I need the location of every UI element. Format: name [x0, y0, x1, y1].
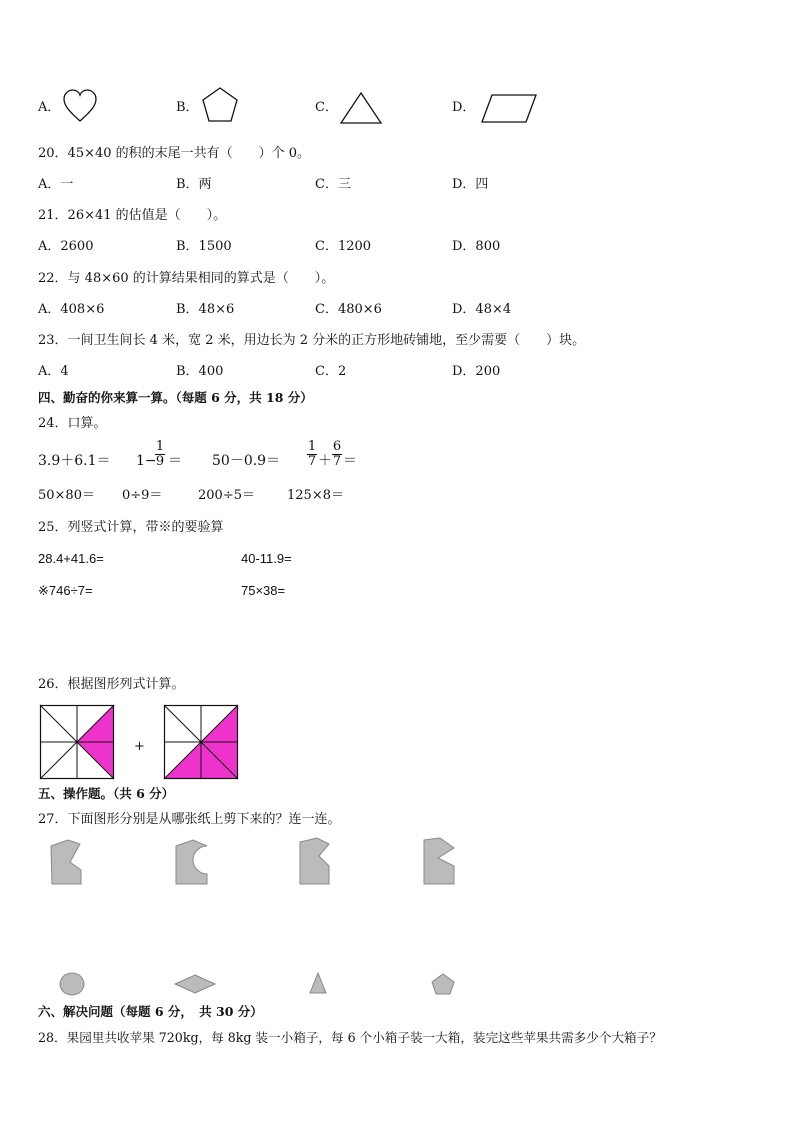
section-4-heading: 四、勤奋的你来算一算。（每题 6 分，共 18 分） — [38, 390, 313, 405]
q26-stem: 26．根据图形列式计算。 — [38, 677, 185, 692]
paper-cutout-1-icon — [48, 838, 84, 886]
q24-row2-expr-2: 0÷9＝ — [122, 488, 163, 503]
heart-outline-icon — [62, 88, 98, 124]
fraction-numerator: 1 — [307, 439, 317, 454]
q21-option-b: B．1500 — [176, 239, 232, 254]
circle-cutout-icon — [58, 971, 86, 997]
fraction-denominator: 7 — [332, 454, 342, 469]
section-5-heading: 五、操作题。（共 6 分） — [38, 786, 175, 801]
q24-expr-2-equals: ＝ — [168, 453, 182, 469]
q24-expr-2-whole: 1− — [136, 453, 157, 469]
q24-expr-4-fraction-1 — [307, 440, 317, 469]
q24-row2-expr-4: 125×8＝ — [287, 488, 344, 503]
paper-cutout-3-icon — [297, 836, 333, 886]
parallelogram-outline-icon — [480, 94, 538, 124]
q24-stem: 24．口算。 — [38, 416, 107, 431]
q21-option-a: A．2600 — [38, 239, 94, 254]
q22-option-c: C．480×6 — [315, 302, 382, 317]
q28-stem: 28．果园里共收苹果 720kg，每 8kg 装一小箱子，每 6 个小箱子装一大箱，装完这些苹果共需多少个大箱子？ — [38, 1030, 662, 1045]
q24-expr-2-fraction — [155, 440, 165, 469]
triangle-outline-icon — [340, 92, 382, 124]
fraction-square-figure-2 — [164, 705, 238, 779]
fraction-numerator: 1 — [155, 439, 165, 454]
q20-option-c: C．三 — [315, 177, 351, 192]
q27-stem: 27．下面图形分别是从哪张纸上剪下来的？连一连。 — [38, 812, 341, 827]
q25-item-2: 40-11.9= — [241, 551, 292, 566]
q25-item-3: ※746÷7= — [38, 583, 93, 598]
q21-option-c: C．1200 — [315, 239, 372, 254]
q19-option-a-label: A． — [38, 100, 61, 115]
q23-option-a: A．4 — [38, 364, 69, 379]
q25-item-4: 75×38= — [241, 583, 286, 598]
fraction-denominator: 9 — [155, 454, 165, 469]
q25-item-1: 28.4+41.6= — [38, 551, 104, 566]
q19-option-c-label: C． — [315, 100, 338, 115]
q23-stem: 23．一间卫生间长 4 米，宽 2 米，用边长为 2 分米的正方形地砖铺地，至少需要（ ）块。 — [38, 333, 586, 348]
q24-expr-3: 50－0.9＝ — [212, 453, 281, 469]
q19-option-d-label: D． — [452, 100, 476, 115]
pentagon-cutout-icon — [431, 973, 455, 995]
paper-cutout-2-icon — [173, 838, 213, 886]
q24-expr-4-plus: ＋ — [318, 453, 332, 469]
q19-option-b-label: B． — [176, 100, 199, 115]
q20-option-a: A．一 — [38, 177, 74, 192]
pentagon-outline-icon — [201, 87, 239, 123]
q22-option-b: B．48×6 — [176, 302, 235, 317]
q24-expr-1: 3.9＋6.1＝ — [38, 453, 111, 469]
q22-option-d: D．48×4 — [452, 302, 512, 317]
fraction-numerator: 6 — [332, 439, 342, 454]
q20-stem: 20．45×40 的积的末尾一共有（ ）个 0。 — [38, 146, 311, 161]
q24-row2-expr-3: 200÷5＝ — [198, 488, 255, 503]
q20-option-b: B．两 — [176, 177, 212, 192]
q24-expr-4-fraction-2 — [332, 440, 342, 469]
q24-row2-expr-1: 50×80＝ — [38, 488, 95, 503]
q23-option-c: C．2 — [315, 364, 347, 379]
paper-cutout-4-icon — [420, 836, 458, 886]
fraction-denominator: 7 — [307, 454, 317, 469]
fraction-square-figure-1 — [40, 705, 114, 779]
q24-expr-4-equals: ＝ — [343, 453, 357, 469]
section-6-heading: 六、解决问题（每题 6 分， 共 30 分） — [38, 1004, 263, 1019]
q21-option-d: D．800 — [452, 239, 501, 254]
q23-option-b: B．400 — [176, 364, 224, 379]
q21-stem: 21．26×41 的估值是（ ）。 — [38, 208, 227, 223]
q22-stem: 22．与 48×60 的计算结果相同的算式是（ ）。 — [38, 271, 335, 286]
q22-option-a: A．408×6 — [38, 302, 105, 317]
q23-option-d: D．200 — [452, 364, 501, 379]
q26-plus-sign: + — [134, 739, 145, 754]
q25-stem: 25．列竖式计算，带※的要验算 — [38, 520, 224, 535]
rhombus-cutout-icon — [174, 974, 216, 994]
q20-option-d: D．四 — [452, 177, 489, 192]
triangle-cutout-icon — [309, 972, 327, 994]
